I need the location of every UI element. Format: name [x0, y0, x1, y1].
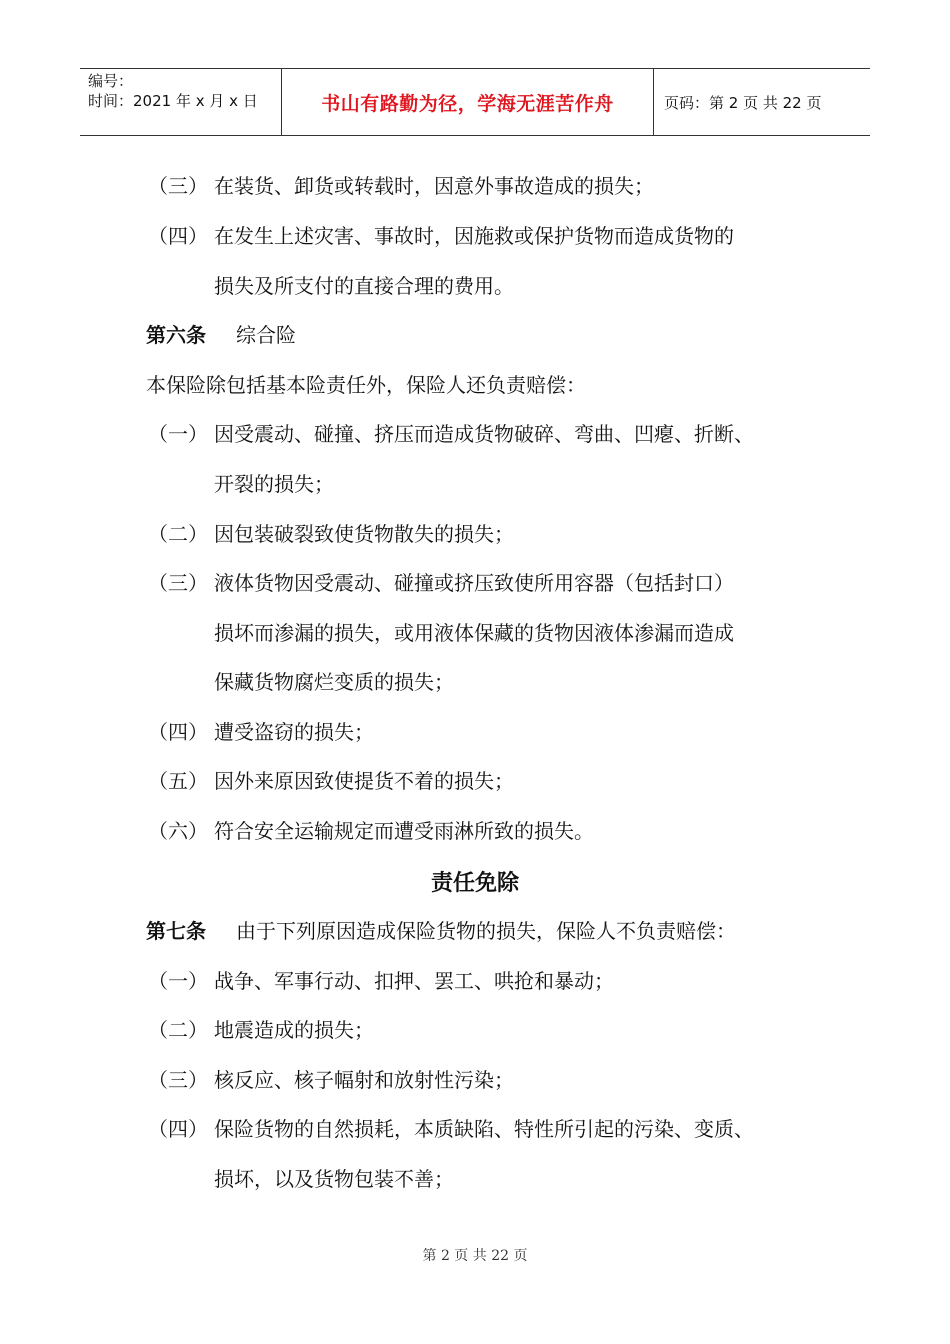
- page-footer: 第 2 页 共 22 页: [422, 1248, 528, 1264]
- list-item-continuation: [148, 1165, 454, 1193]
- item-number: （一）: [148, 969, 208, 993]
- item-number: （三）: [148, 1068, 208, 1092]
- page-header: [80, 68, 870, 136]
- article-label: 第七条: [146, 919, 206, 943]
- list-item: [148, 569, 734, 597]
- item-text: 液体货物因受震动、碰撞或挤压致使所用容器（包括封口）: [214, 571, 734, 595]
- item-text: 战争、军事行动、扣押、罢工、哄抢和暴动；: [214, 969, 614, 993]
- item-number: （二）: [148, 522, 208, 546]
- item-text: 在发生上述灾害、事故时，因施救或保护货物而造成货物的: [214, 224, 734, 248]
- list-item-continuation: [148, 619, 734, 647]
- list-item: [148, 1115, 754, 1143]
- list-item: [148, 1066, 514, 1094]
- item-text: 地震造成的损失；: [214, 1018, 374, 1042]
- item-number: （三）: [148, 174, 208, 198]
- article-intro: 本保险除包括基本险责任外，保险人还负责赔偿：: [146, 373, 586, 397]
- item-number: （一）: [148, 422, 208, 446]
- item-text: 保险货物的自然损耗，本质缺陷、特性所引起的污染、变质、: [214, 1117, 754, 1141]
- item-number: （三）: [148, 571, 208, 595]
- article-heading: [146, 917, 736, 945]
- header-page-info: 页码：第 2 页 共 22 页: [664, 93, 822, 112]
- header-meta: [80, 69, 281, 135]
- item-number: （四）: [148, 1117, 208, 1141]
- item-text: 因包装破裂致使货物散失的损失；: [214, 522, 514, 546]
- list-item: [148, 420, 754, 448]
- item-text: 损坏而渗漏的损失，或用液体保藏的货物因液体渗漏而造成: [214, 621, 734, 645]
- item-text: 因外来原因致使提货不着的损失；: [214, 769, 514, 793]
- item-text: 在装货、卸货或转载时，因意外事故造成的损失；: [214, 174, 654, 198]
- item-number: （四）: [148, 720, 208, 744]
- list-item-continuation: [148, 470, 334, 498]
- item-number: （六）: [148, 819, 208, 843]
- item-text: 保藏货物腐烂变质的损失；: [214, 670, 454, 694]
- list-item: [148, 718, 374, 746]
- document-number-label: 编号：: [88, 72, 134, 90]
- article-heading: [146, 321, 296, 349]
- article-text: 由于下列原因造成保险货物的损失，保险人不负责赔偿：: [236, 919, 736, 943]
- list-item: [148, 172, 654, 200]
- item-text: 核反应、核子幅射和放射性污染；: [214, 1068, 514, 1092]
- list-item-continuation: [148, 272, 514, 300]
- list-item-continuation: [148, 668, 454, 696]
- header-motto: 书山有路勤为径，学海无涯苦作舟: [321, 92, 614, 115]
- item-number: （四）: [148, 224, 208, 248]
- article-label: 第六条: [146, 323, 206, 347]
- header-motto-cell: [281, 69, 654, 135]
- list-item: [148, 817, 594, 845]
- section-title: 责任免除: [430, 871, 519, 896]
- article-title: 综合险: [236, 323, 296, 347]
- item-text: 因受震动、碰撞、挤压而造成货物破碎、弯曲、凹瘪、折断、: [214, 422, 754, 446]
- list-item: [148, 520, 514, 548]
- list-item: [148, 1016, 374, 1044]
- item-text: 损失及所支付的直接合理的费用。: [214, 274, 514, 298]
- list-item: [148, 767, 514, 795]
- document-date: 时间：2021 年 x 月 x 日: [88, 92, 258, 110]
- item-text: 遭受盗窃的损失；: [214, 720, 374, 744]
- item-text: 符合安全运输规定而遭受雨淋所致的损失。: [214, 819, 594, 843]
- item-number: （二）: [148, 1018, 208, 1042]
- list-item: [148, 967, 614, 995]
- item-text: 损坏，以及货物包装不善；: [214, 1167, 454, 1191]
- list-item: [148, 222, 734, 250]
- item-text: 开裂的损失；: [214, 472, 334, 496]
- item-number: （五）: [148, 769, 208, 793]
